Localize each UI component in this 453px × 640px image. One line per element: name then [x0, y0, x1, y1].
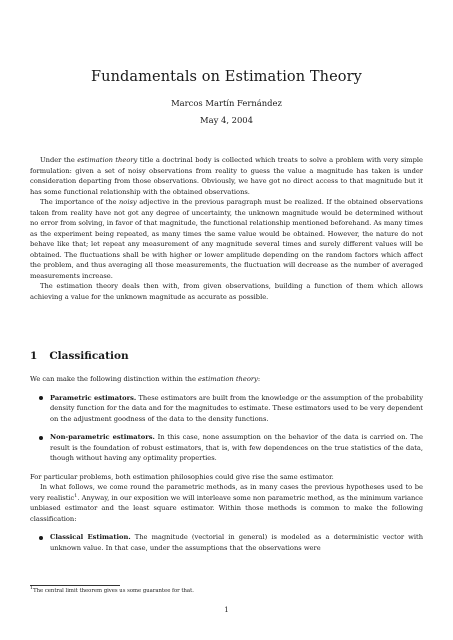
paragraph: Under the estimation theory title a doctrinal body is collected which treats to solve a problem with very simple formulation: given a set of noisy observations from reality to guess the value a magnitude has taken is under consideration departing from those observations. Obviously, we have got no direct access to that magnitude but it has some functional relationship with the obtained observations. [30, 156, 423, 196]
section-number: 1 [30, 350, 38, 362]
paper-title: Fundamentals on Estimation Theory [91, 69, 362, 85]
paragraph: We can make the following distinction within the estimation theory: [30, 375, 261, 383]
paragraph: The importance of the noisy adjective in the previous paragraph must be realized. If the obtained observations taken from reality have not got any degree of uncertainty, the unknown magnitude would be determined without no error from solving, in favor of that magnitude, the functional relationship mentioned beforehand. As many times as the experiment being repeated, as many times the same value would be obtained. However, the nature do not behave like that; let repeat any measurement of any magnitude several times and surely different values will be obtained. The fluctuations shall be with higher or lower amplitude depending on the random factors which affect the problem, and thus averaging all those measurements, the fluctuation will decrease as the number of averaged measurements increase. [30, 198, 423, 280]
bullet-list [30, 532, 423, 553]
paper-author: Marcos Martín Fernández [171, 98, 282, 108]
list-item: Parametric estimators. These estimators are built from the knowledge or the assumption of the probability density function for the data and for the magnitudes to estimate. These estimators used to be very dependent on the adjustment goodness of the data to the density functions. [30, 393, 423, 425]
page-number: 1 [224, 606, 229, 614]
paper-date: May 4, 2004 [200, 115, 253, 125]
footnote [30, 588, 423, 595]
bullet-icon [39, 396, 43, 400]
paragraph: For particular problems, both estimation philosophies could give rise the same estimator. [30, 472, 334, 481]
bullet-list [30, 393, 423, 464]
bullet-icon [39, 436, 43, 440]
section-title: Classification [49, 350, 129, 362]
section-heading [30, 350, 129, 362]
classification-text [30, 374, 423, 561]
footnote-mark: 1 [74, 493, 78, 499]
footnote-divider [30, 585, 120, 586]
footnote-text: The central limit theorem gives us some guarantee for that. [33, 588, 194, 594]
paragraph: In what follows, we come round the parametric methods, as in many cases the previous hypotheses used to be very realistic$^1$. Anyway, in our exposition we will interleave some non parametric method, as the minimum variance unbiased estimator and the least square estimator. Within those methods is common to make the following classification: [30, 483, 423, 523]
footnote-mark: 1 [30, 586, 34, 592]
list-item: Non-parametric estimators. In this case, none assumption on the behavior of the data is carried on. The result is the foundation of robust estimators, that is, with few dependences on the true statistics of the data, though without having any optimality properties. [30, 432, 423, 464]
introduction-text [30, 155, 423, 302]
paragraph: The estimation theory deals then with, from given observations, building a function of them which allows achieving a value for the unknown magnitude as accurate as possible. [30, 282, 423, 301]
bullet-icon [39, 536, 43, 540]
list-item: Classical Estimation. The magnitude (vectorial in general) is modeled as a deterministic vector with unknown value. In that case, under the assumptions that the observations were [30, 532, 423, 553]
